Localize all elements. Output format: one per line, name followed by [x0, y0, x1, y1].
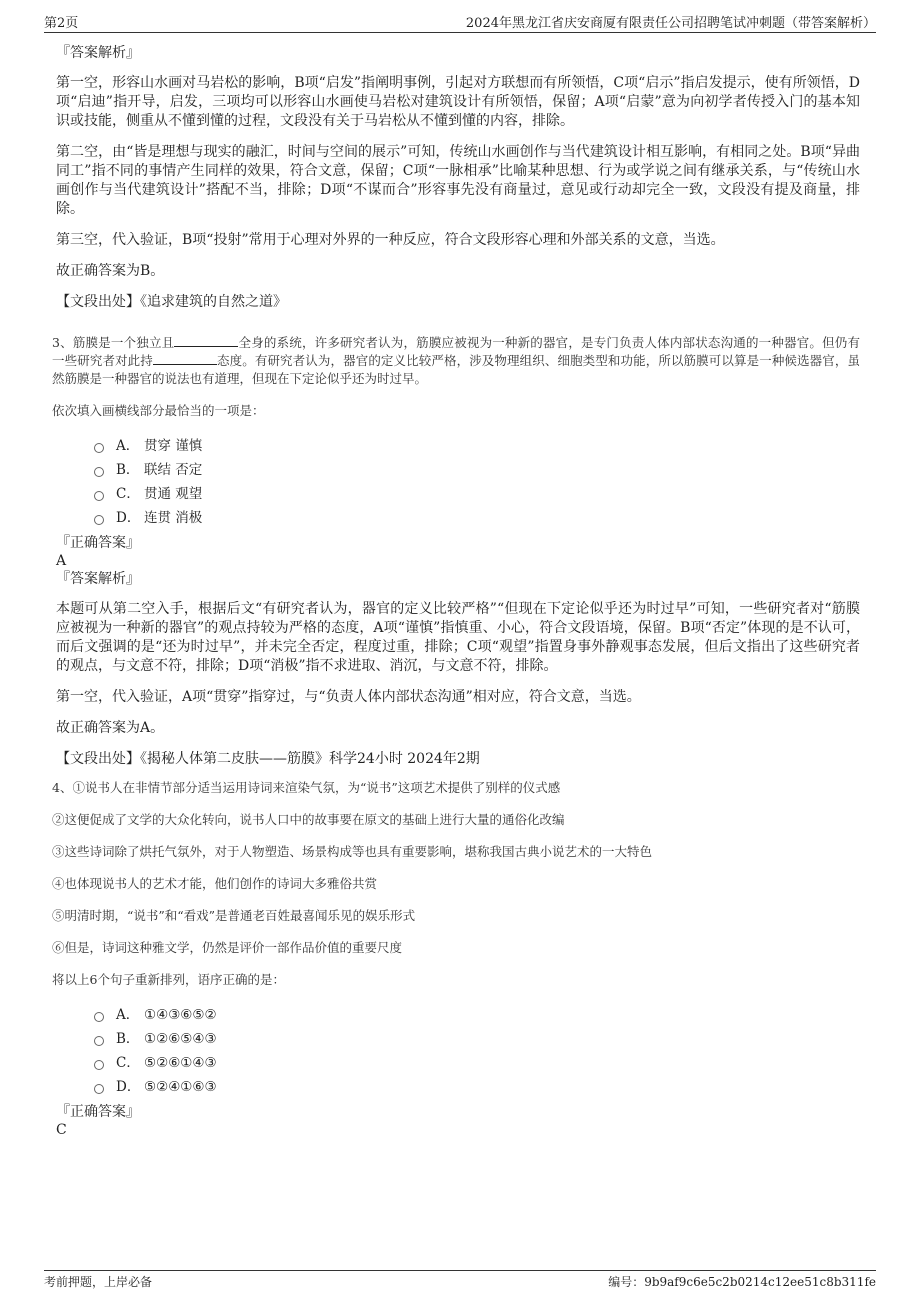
analysis-paragraph: 第二空，由“皆是理想与现实的融汇，时间与空间的展示”可知，传统山水画创作与当代建筑设计相互影响，有相同之处。B项“异曲同工”指不同的事情产生同样的效果，符合文意，保留；C项“一脉相承”比喻某种思想、行为或学说之间有继承关系，与“传统山水画创作与当代建筑设计”搭配不当，排除；D项“不谋而合”形容事先没有商量过，意见或行动却完全一致，文段没有提及商量，排除。: [56, 144, 860, 217]
question-4-sentence: ③这些诗词除了烘托气氛外，对于人物塑造、场景构成等也具有重要影响，堪称我国古典小说艺术的一大特色: [52, 844, 653, 859]
radio-icon[interactable]: [94, 443, 104, 453]
option-d[interactable]: [94, 1075, 860, 1099]
question-4-options: [94, 1003, 860, 1099]
option-b[interactable]: [94, 1027, 860, 1051]
radio-icon[interactable]: [94, 1036, 104, 1046]
option-a[interactable]: [94, 434, 860, 458]
option-text: ⑤②④①⑥③: [144, 1079, 217, 1095]
question-4-sentence: ⑤明清时期，“说书”和“看戏”是普通老百姓最喜闻乐见的娱乐形式: [52, 908, 416, 923]
document-title: 2024年黑龙江省庆安商厦有限责任公司招聘笔试冲刺题（带答案解析）: [465, 16, 876, 31]
correct-answer: A: [56, 553, 67, 569]
analysis-label: 『答案解析』: [56, 45, 140, 61]
option-letter: D．: [116, 1079, 141, 1095]
question-prompt: 将以上6个句子重新排列，语序正确的是：: [52, 972, 285, 987]
radio-icon[interactable]: [94, 1084, 104, 1094]
option-text: 贯通 观望: [144, 486, 203, 502]
option-b[interactable]: [94, 458, 860, 482]
page-footer: [44, 1270, 876, 1293]
option-text: 连贯 消极: [144, 510, 203, 526]
analysis-label: 『答案解析』: [56, 571, 140, 587]
page-content: [52, 44, 860, 1139]
footer-slogan: 考前押题，上岸必备: [44, 1275, 153, 1289]
analysis-paragraph: 第三空，代入验证，B项“投射”常用于心理对外界的一种反应，符合文段形容心理和外部关系的文意，当选。: [56, 232, 725, 248]
question-4-sentence: ④也体现说书人的艺术才能，他们创作的诗词大多雅俗共赏: [52, 876, 378, 891]
option-text: 联结 否定: [144, 462, 203, 478]
option-text: ⑤②⑥①④③: [144, 1055, 217, 1071]
option-letter: C．: [116, 1055, 140, 1071]
analysis-paragraph: 第一空，形容山水画对马岩松的影响，B项“启发”指阐明事例，引起对方联想而有所领悟，C项“启示”指启发提示，使有所领悟，D项“启迪”指开导，启发，三项均可以形容山水画使马岩松对建筑设计有所领悟，保留；A项“启蒙”意为向初学者传授入门的基本知识或技能，侧重从不懂到懂的过程，文段没有关于马岩松从不懂到懂的内容，排除。: [56, 75, 860, 129]
page-header: [44, 12, 876, 33]
document-code: 编号：9b9af9c6e5c2b0214c12ee51c8b311fe: [608, 1275, 876, 1289]
fill-blank-1: [174, 334, 238, 347]
analysis-paragraph: 第一空，代入验证，A项“贯穿”指穿过，与“负责人体内部状态沟通”相对应，符合文意，当选。: [56, 689, 641, 705]
question-4-sentence: ②这便促成了文学的大众化转向，说书人口中的故事要在原文的基础上进行大量的通俗化改编: [52, 812, 565, 827]
correct-answer-label: 『正确答案』: [56, 1104, 140, 1120]
option-text: ①②⑥⑤④③: [144, 1031, 217, 1047]
option-letter: B．: [116, 1031, 140, 1047]
radio-icon[interactable]: [94, 467, 104, 477]
option-letter: D．: [116, 510, 141, 526]
option-d[interactable]: [94, 506, 860, 530]
option-letter: A．: [116, 1007, 140, 1023]
option-c[interactable]: [94, 1051, 860, 1075]
radio-icon[interactable]: [94, 491, 104, 501]
fill-blank-2: [153, 352, 217, 365]
question-3-stem: 3、筋膜是一个独立且 全身的系统，许多研究者认为，筋膜应被视为一种新的器官，是专门负责人体内部状态沟通的一种器官。但仍有一些研究者对此持 态度。有研究者认为，器官的定义比较严格，涉及物理组织、细胞类型和功能，所以筋膜可以算是一种候选器官，虽然筋膜是一种器官的说法也有道理，但现在下定论似乎还为时过早。: [52, 335, 860, 386]
option-text: ①④③⑥⑤②: [144, 1007, 217, 1023]
option-text: 贯穿 谨慎: [144, 438, 203, 454]
option-letter: C．: [116, 486, 140, 502]
answer-conclusion: 故正确答案为B。: [56, 263, 165, 279]
source-citation: 【文段出处】《追求建筑的自然之道》: [56, 294, 287, 310]
option-letter: B．: [116, 462, 140, 478]
question-prompt: 依次填入画横线部分最恰当的一项是：: [52, 403, 265, 418]
page-number: 第2页: [44, 16, 79, 31]
option-letter: A．: [116, 438, 140, 454]
option-c[interactable]: [94, 482, 860, 506]
question-4-sentence: ⑥但是，诗词这种雅文学，仍然是评价一部作品价值的重要尺度: [52, 940, 403, 955]
radio-icon[interactable]: [94, 1060, 104, 1070]
source-citation: 【文段出处】《揭秘人体第二皮肤——筋膜》科学24小时 2024年2期: [56, 751, 480, 767]
correct-answer-label: 『正确答案』: [56, 535, 140, 551]
question-3-options: [94, 434, 860, 530]
radio-icon[interactable]: [94, 515, 104, 525]
analysis-paragraph: 本题可从第二空入手，根据后文“有研究者认为，器官的定义比较严格”“但现在下定论似乎还为时过早”可知，一些研究者对“筋膜应被视为一种新的器官”的观点持较为严格的态度，A项“谨慎”指慎重、小心，符合文段语境，保留。B项“否定”体现的是不认可，而后文强调的是“还为时过早”，并未完全否定，程度过重，排除；C项“观望”指置身事外静观事态发展，但后文指出了这些研究者的观点，与文意不符，排除；D项“消极”指不求进取、消沉，与文意不符，排除。: [56, 601, 860, 674]
radio-icon[interactable]: [94, 1012, 104, 1022]
option-a[interactable]: [94, 1003, 860, 1027]
correct-answer: C: [56, 1122, 67, 1138]
answer-conclusion: 故正确答案为A。: [56, 720, 165, 736]
question-4-sentence: 4、①说书人在非情节部分适当运用诗词来渲染气氛，为“说书”这项艺术提供了别样的仪式感: [52, 780, 561, 795]
